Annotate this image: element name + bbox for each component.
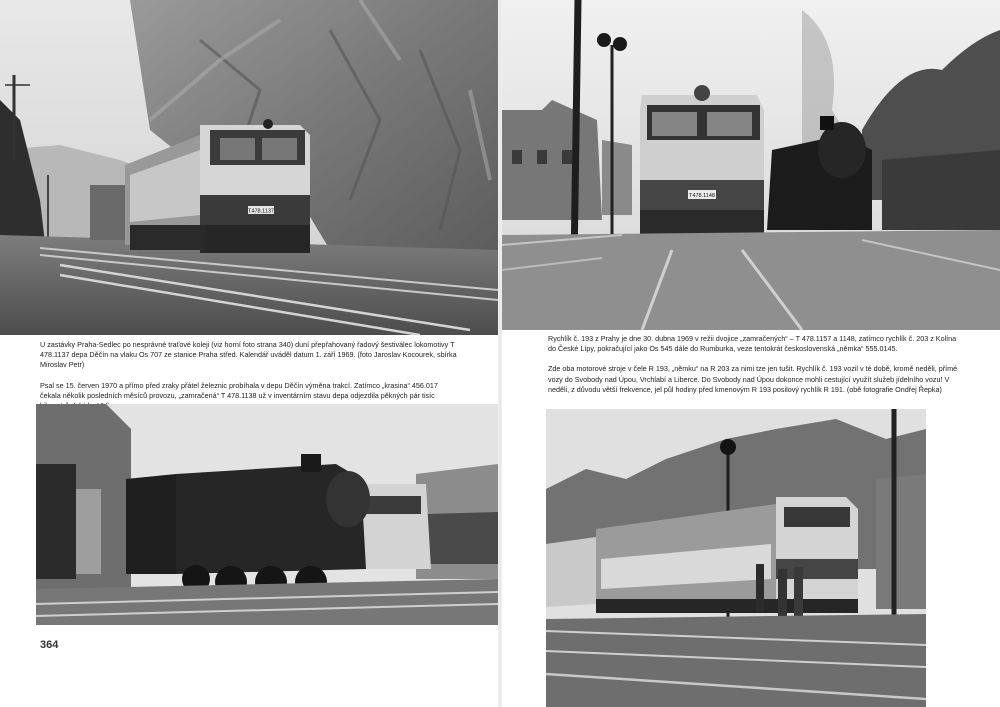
caption-right-block: [548, 334, 960, 405]
loco-plate-1: T478.1137: [248, 208, 274, 215]
photo-diesel-crew: [546, 409, 926, 707]
photo-steam-depot: [36, 404, 498, 625]
caption-rock-cut: U zastávky Praha-Sedlec po nesprávné traťové koleji (viz horní foto strana 340) duní přepřahovaný řadový šestiválec lokomotivy T 478.1137 depa Děčín na vlaku Os 707 ze stanice Praha střed. Kalendář uváděl datum 1. září 1969. (foto Jaroslav Kocourek, sbírka Miroslav Petr): [40, 340, 457, 370]
loco-plate-2: T478.1148: [689, 193, 715, 199]
photo-station-diesel-steam: [502, 0, 1000, 330]
page-number: 364: [40, 639, 59, 651]
caption-station-trains: Rychlík č. 193 z Prahy je dne 30. dubna 1969 v režii dvojice „zamračených“ – T 478.1157 a 1148, zatímco rychlík č. 203 z Kolína do České Lípy, pokračující jako Os 545 dále do Rumburka, veze tentokrát československá „němka“ 555.0145.: [548, 334, 957, 354]
caption-depot-decin: Psal se 15. červen 1970 a přímo před zraky přátel železnic probíhala v depu Děčín výměna trakcí. Zatímco „krasina“ 456.017 čekala několik posledních měsíců provozu, „zamračená“ T 478.1138 už v inventárním stavu depa odjezdila pěkných pár tisíc: [40, 380, 438, 400]
photo-diesel-rock-cut: [0, 0, 498, 335]
caption-r193-detail: Zde oba motorové stroje v čele R 193, „němku“ na R 203 za nimi tze jen tušit. Rychlík č. 193 vozil v té době, kromě neděli, přímé vozy do Svobody nad Úpou, Vrchlabí a Liberce. Do Svobody nad Úpou dokonce mohli cestující využít služeb jídelního vozu! V neděli, z důvodu větší frekvence, jel půl hodiny před kmenovým R 193 posilový rychlík R 191. (obě fotografie Ondřej Řepka): [548, 364, 958, 394]
